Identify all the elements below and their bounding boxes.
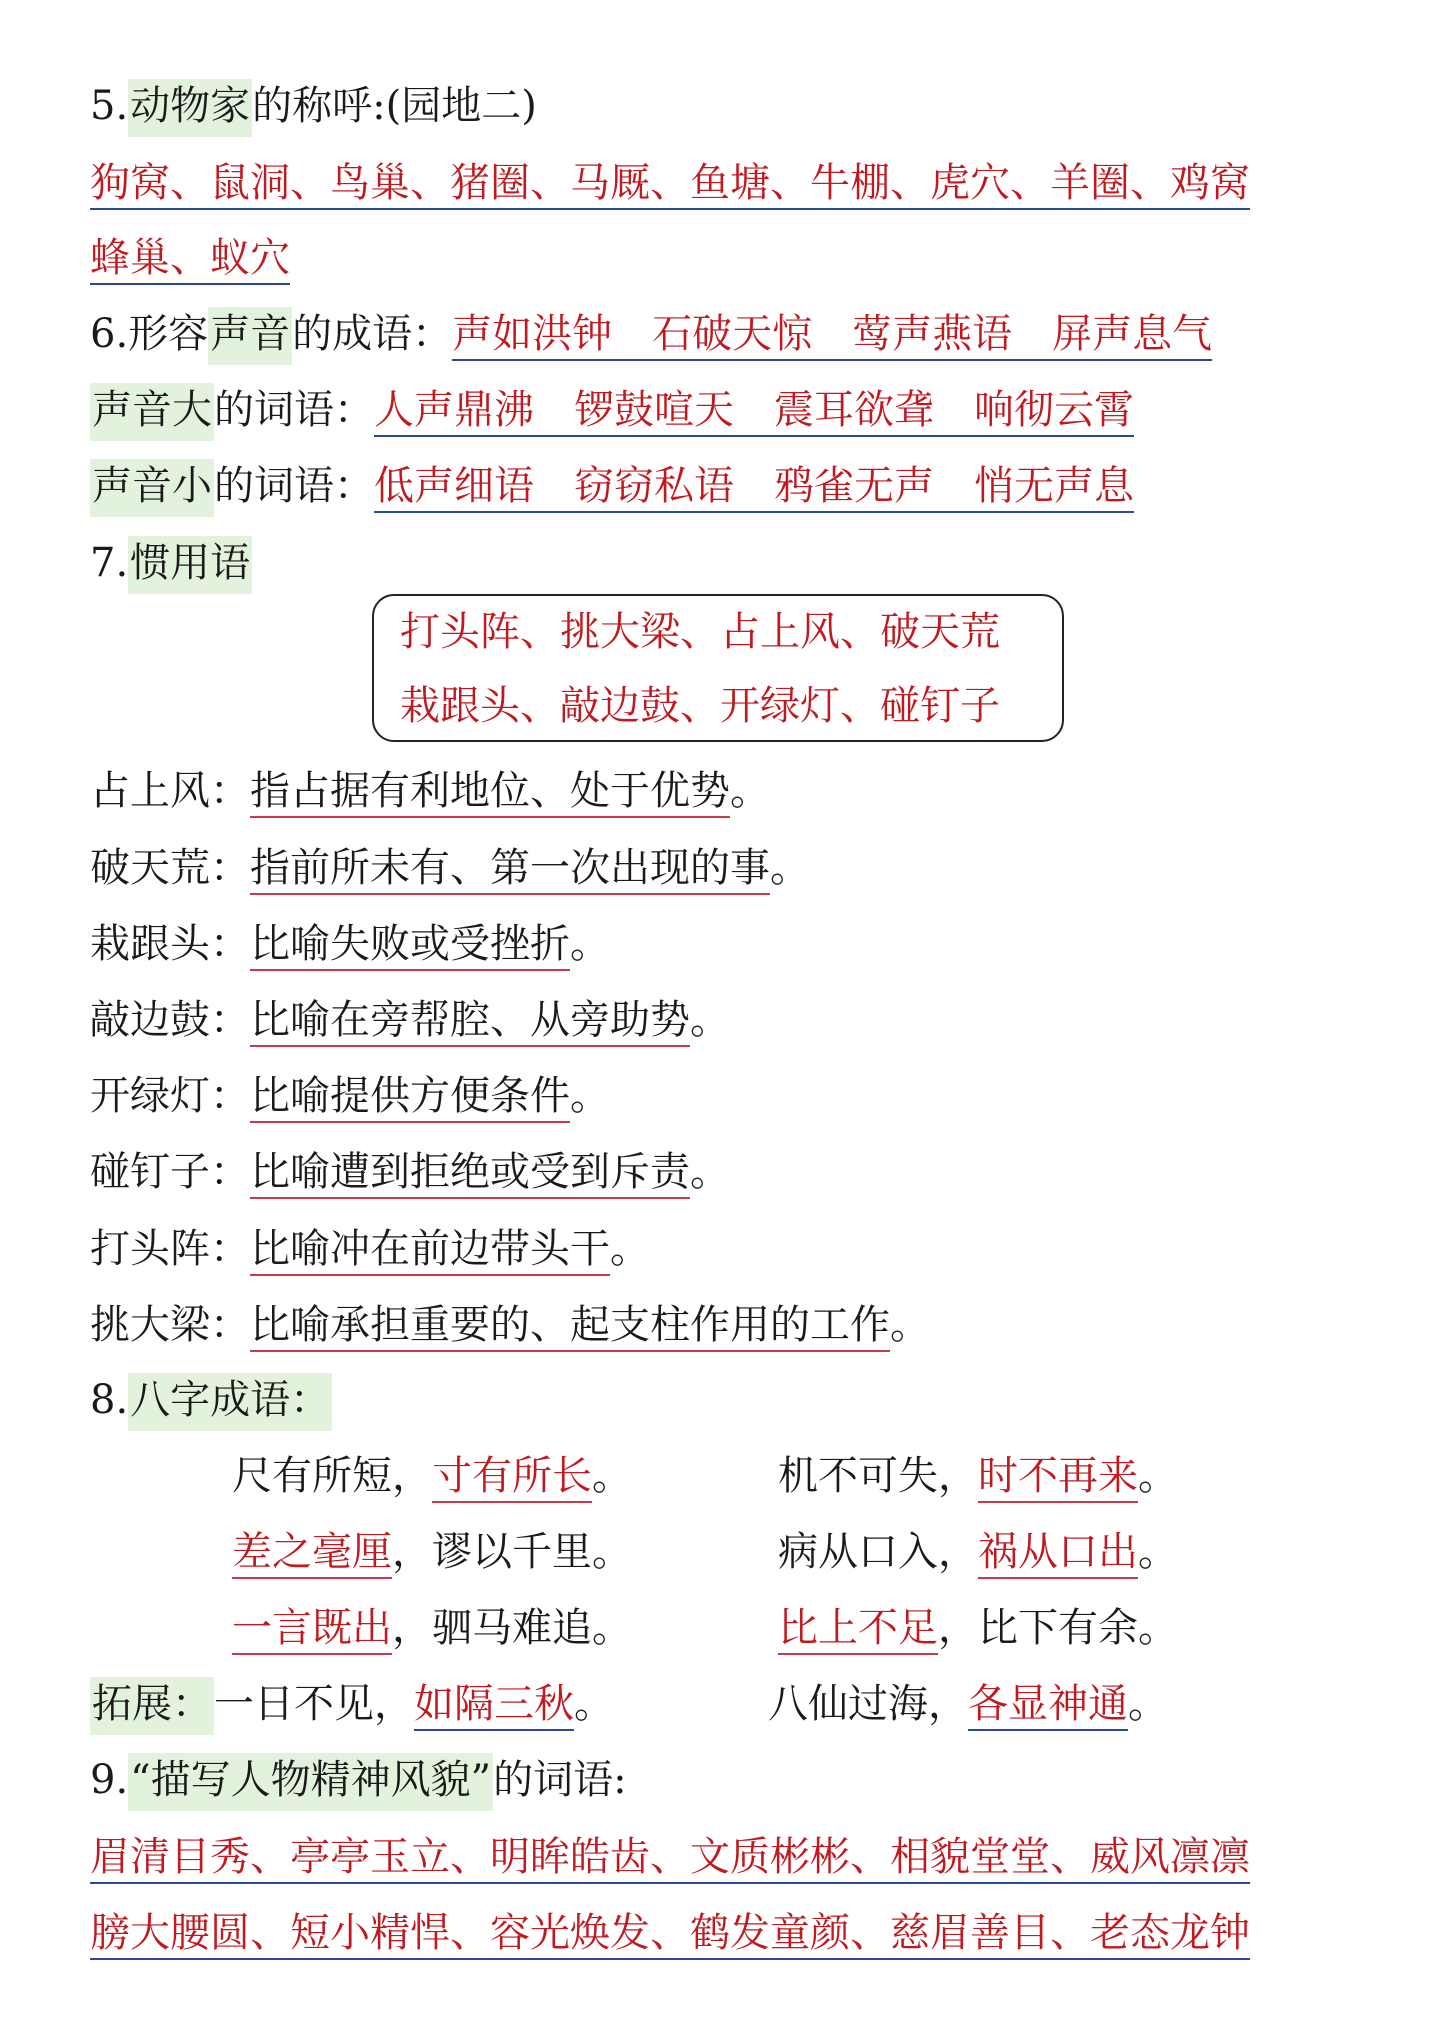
- heading-text: 的称呼:(园地二): [252, 83, 537, 129]
- idiom: 震耳欲聋: [774, 387, 934, 433]
- idiom: 屏声息气: [1052, 311, 1213, 357]
- definition: 比喻承担重要的、起支柱作用的工作: [250, 1302, 890, 1352]
- punctuation: 。: [610, 1226, 650, 1272]
- idiom-answer: 祸从口出: [978, 1529, 1138, 1579]
- punctuation: 。: [890, 1302, 930, 1348]
- section-number: 8.: [90, 1377, 129, 1423]
- idiom-answer: 如隔三秋: [414, 1681, 574, 1731]
- term: 碰钉子：: [90, 1149, 250, 1195]
- idiom-part: 一日不见，: [214, 1681, 414, 1727]
- punctuation: 。: [1138, 1529, 1178, 1575]
- section-number: 5.: [90, 83, 129, 129]
- loud-words: [374, 387, 1134, 437]
- eight-char-idiom: [778, 1600, 1178, 1656]
- idiom-box-row: 栽跟头、敲边鼓、开绿灯、碰钉子: [400, 683, 1000, 729]
- idiom-box-row: 打头阵、挑大梁、占上风、破天荒: [400, 609, 1000, 655]
- idiom: 鸦雀无声: [774, 463, 934, 509]
- definition: 比喻提供方便条件: [250, 1073, 570, 1123]
- idiom-answer: 各显神通: [968, 1681, 1128, 1731]
- definition-row: [90, 1068, 610, 1124]
- section-number: 7.: [90, 540, 129, 586]
- idiom-part: 病从口入，: [778, 1529, 978, 1575]
- idiom-part: ，谬以千里。: [392, 1529, 632, 1575]
- punctuation: 。: [690, 997, 730, 1043]
- term: 打头阵：: [90, 1226, 250, 1272]
- quiet-words: [374, 463, 1134, 513]
- highlight-keyword: 动物家: [128, 79, 252, 137]
- animal-homes-list: 蜂巢、蚁穴: [90, 235, 290, 285]
- punctuation: 。: [570, 921, 610, 967]
- eight-char-idiom: [232, 1600, 632, 1656]
- section-5-heading: [90, 78, 537, 134]
- eight-char-idiom: [232, 1448, 632, 1504]
- quiet-sound-line: [90, 458, 1134, 514]
- idiom: 莺声燕语: [852, 311, 1013, 357]
- heading-text: 的成语：: [292, 311, 453, 357]
- section-5-line-1: [90, 155, 1250, 211]
- idiom-part: 八仙过海，: [768, 1681, 968, 1727]
- term: 栽跟头：: [90, 921, 250, 967]
- idiom: 悄无声息: [974, 463, 1134, 509]
- highlight-keyword: 惯用语: [128, 536, 252, 594]
- label-text: 的词语：: [214, 463, 374, 509]
- section-9-heading: [90, 1752, 627, 1808]
- highlight-keyword: 声音大: [90, 383, 214, 441]
- idiom: 锣鼓喧天: [574, 387, 734, 433]
- punctuation: 。: [770, 845, 810, 891]
- idiom: 石破天惊: [652, 311, 813, 357]
- punctuation: 。: [730, 768, 770, 814]
- idiom: 窃窃私语: [574, 463, 734, 509]
- idiom: 声如洪钟: [452, 311, 613, 357]
- idiom-answer: 寸有所长: [432, 1453, 592, 1503]
- punctuation: 。: [1138, 1453, 1178, 1499]
- loud-sound-line: [90, 382, 1134, 438]
- section-8-heading: [90, 1372, 332, 1428]
- idiom-box: [372, 594, 1064, 742]
- eight-char-idiom: [232, 1524, 632, 1580]
- definition-row: [90, 1221, 650, 1277]
- definition-row: [90, 1297, 930, 1353]
- idiom-part: ，比下有余。: [938, 1605, 1178, 1651]
- animal-homes-list: 狗窝、鼠洞、鸟巢、猪圈、马厩、鱼塘、牛棚、虎穴、羊圈、鸡窝: [90, 160, 1250, 210]
- term: 破天荒：: [90, 845, 250, 891]
- definition-row: [90, 916, 610, 972]
- idiom: 响彻云霄: [974, 387, 1134, 433]
- definition-row: [90, 840, 810, 896]
- term: 挑大梁：: [90, 1302, 250, 1348]
- idiom-part: 尺有所短，: [232, 1453, 432, 1499]
- idiom-answer: 比上不足: [778, 1605, 938, 1655]
- idiom-answer: 一言既出: [232, 1605, 392, 1655]
- punctuation: 。: [574, 1681, 614, 1727]
- term: 敲边鼓：: [90, 997, 250, 1043]
- section-6-heading: [90, 306, 1212, 362]
- definition: 比喻失败或受挫折: [250, 921, 570, 971]
- highlight-keyword: 拓展：: [90, 1677, 214, 1735]
- definition-row: [90, 763, 770, 819]
- highlight-keyword: 八字成语：: [128, 1373, 332, 1431]
- section-7-heading: [90, 535, 252, 591]
- eight-char-idiom: [778, 1448, 1178, 1504]
- section-number: 9.: [90, 1757, 129, 1803]
- definition-row: [90, 1144, 730, 1200]
- extension-idiom: [768, 1676, 1168, 1732]
- idiom-part: 机不可失，: [778, 1453, 978, 1499]
- term: 开绿灯：: [90, 1073, 250, 1119]
- appearance-words: 膀大腰圆、短小精悍、容光焕发、鹤发童颜、慈眉善目、老态龙钟: [90, 1910, 1250, 1960]
- idiom-part: ，驷马难追。: [392, 1605, 632, 1651]
- highlight-keyword: 声音: [208, 307, 292, 365]
- definition-row: [90, 992, 730, 1048]
- eight-char-idiom: [778, 1524, 1178, 1580]
- section-number: 6.形容: [90, 311, 209, 357]
- idiom: 低声细语: [374, 463, 534, 509]
- label-text: 的词语：: [214, 387, 374, 433]
- definition: 指占据有利地位、处于优势: [250, 768, 730, 818]
- heading-text: 的词语:: [493, 1757, 627, 1803]
- idiom: 人声鼎沸: [374, 387, 534, 433]
- definition: 比喻冲在前边带头干: [250, 1226, 610, 1276]
- punctuation: 。: [1128, 1681, 1168, 1727]
- punctuation: 。: [570, 1073, 610, 1119]
- appearance-words: 眉清目秀、亭亭玉立、明眸皓齿、文质彬彬、相貌堂堂、威风凛凛: [90, 1834, 1250, 1884]
- definition: 比喻在旁帮腔、从旁助势: [250, 997, 690, 1047]
- definition: 指前所未有、第一次出现的事: [250, 845, 770, 895]
- highlight-keyword: “描写人物精神风貌”: [128, 1753, 493, 1811]
- extension-line: [90, 1676, 614, 1732]
- definition: 比喻遭到拒绝或受到斥责: [250, 1149, 690, 1199]
- term: 占上风：: [90, 768, 250, 814]
- highlight-keyword: 声音小: [90, 459, 214, 517]
- idiom-answer: 差之毫厘: [232, 1529, 392, 1579]
- section-9-line-1: [90, 1829, 1250, 1885]
- sound-idioms: [452, 311, 1212, 361]
- section-5-line-2: [90, 230, 290, 286]
- punctuation: 。: [592, 1453, 632, 1499]
- punctuation: 。: [690, 1149, 730, 1195]
- section-9-line-2: [90, 1905, 1250, 1961]
- idiom-answer: 时不再来: [978, 1453, 1138, 1503]
